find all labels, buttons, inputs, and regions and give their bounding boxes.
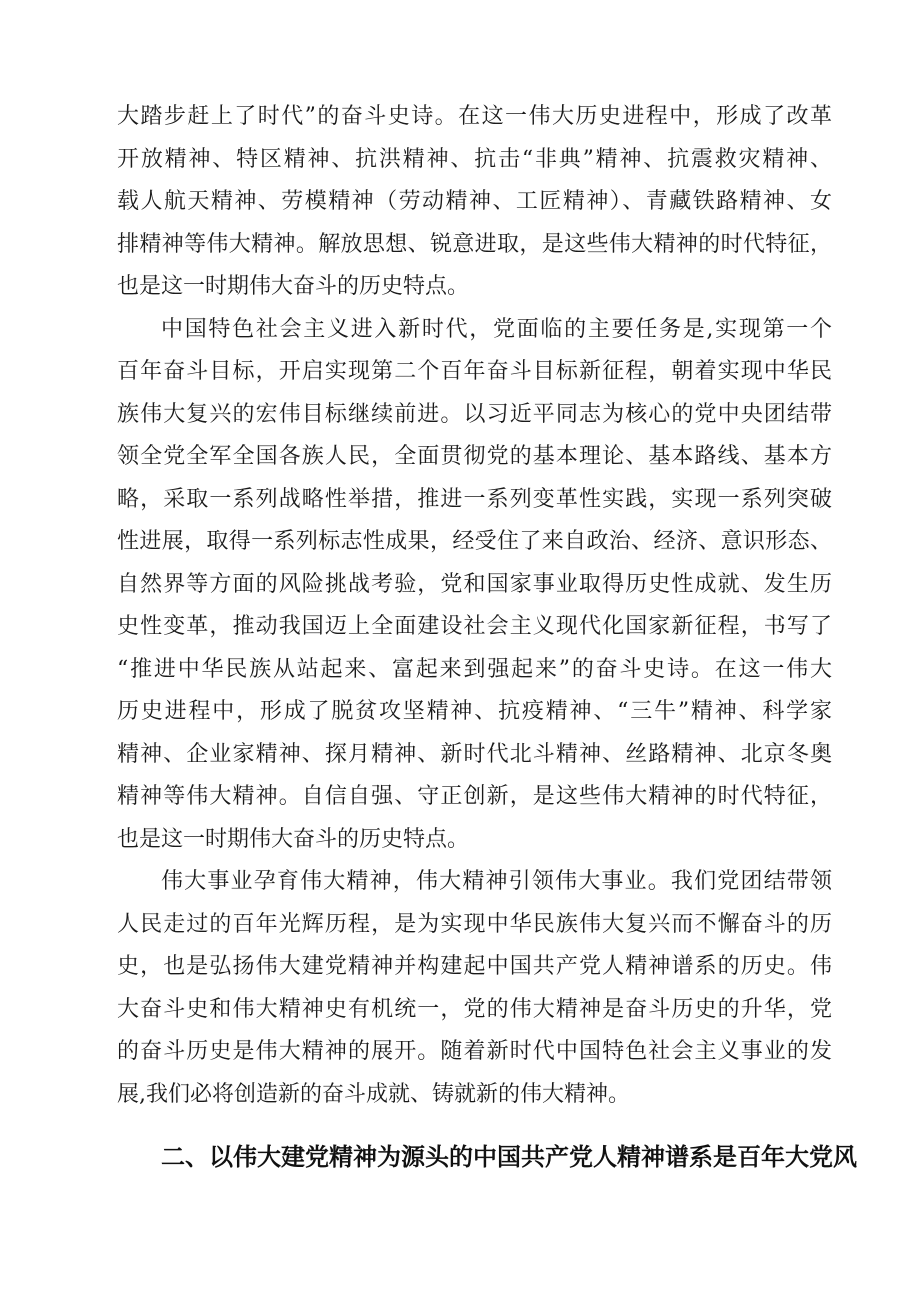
text-line: 略，采取一系列战略性举措，推进一系列变革性实践，实现一系列突破 [117,486,832,512]
text-line: 历史进程中，形成了脱贫攻坚精神、抗疫精神、“三牛”精神、科学家 [117,699,832,724]
text-line: 伟大事业孕育伟大精神，伟大精神引领伟大事业。我们党团结带领 [161,869,832,894]
text-line: 精神、企业家精神、探月精神、新时代北斗精神、丝路精神、北京冬奥 [117,741,832,767]
text-line: 中国特色社会主义进入新时代，党面临的主要任务是,实现第一个 [161,316,832,342]
text-line: “推进中华民族从站起来、富起来到强起来”的奋斗史诗。在这一伟大 [117,656,832,682]
text-line: 自然界等方面的风险挑战考验，党和国家事业取得历史性成就、发生历 [117,571,832,597]
paragraph-2 [117,309,832,862]
section-heading: 二、以伟大建党精神为源头的中国共产党人精神谱系是百年大党风 [161,1143,857,1171]
text-line: 人民走过的百年光辉历程，是为实现中华民族伟大复兴而不懈奋斗的历 [117,911,832,937]
text-line: 也是这一时期伟大奋斗的历史特点。 [117,826,470,852]
text-line: 的奋斗历史是伟大精神的展开。随着新时代中国特色社会主义事业的发 [117,1039,832,1064]
text-line: 大奋斗史和伟大精神史有机统一，党的伟大精神是奋斗历史的升华，党 [117,996,832,1022]
text-line: 史性变革，推动我国迈上全面建设社会主义现代化国家新征程，书写了 [117,614,832,639]
text-line: 性进展，取得一系列标志性成果，经受住了来自政治、经济、意识形态、 [117,529,832,554]
text-line: 展,我们必将创造新的奋斗成就、铸就新的伟大精神。 [117,1081,630,1107]
text-line: 也是这一时期伟大奋斗的历史特点。 [117,274,470,299]
text-line: 载人航天精神、劳模精神（劳动精神、工匠精神）、青藏铁路精神、女 [117,189,832,214]
text-line: 史，也是弘扬伟大建党精神并构建起中国共产党人精神谱系的历史。伟 [117,954,832,979]
text-line: 精神等伟大精神。自信自强、守正创新，是这些伟大精神的时代特征， [117,784,832,809]
paragraph-3 [117,861,832,1116]
paragraph-1 [117,96,832,309]
text-line: 排精神等伟大精神。解放思想、锐意进取，是这些伟大精神的时代特征， [117,231,832,257]
document-body [117,96,832,1116]
text-line: 领全党全军全国各族人民，全面贯彻党的基本理论、基本路线、基本方 [117,444,832,469]
text-line: 百年奋斗目标，开启实现第二个百年奋斗目标新征程，朝着实现中华民 [117,359,832,384]
text-line: 族伟大复兴的宏伟目标继续前进。以习近平同志为核心的党中央团结带 [117,401,832,427]
text-line: 开放精神、特区精神、抗洪精神、抗击“非典”精神、抗震救灾精神、 [117,146,832,172]
text-line: 大踏步赶上了时代”的奋斗史诗。在这一伟大历史进程中，形成了改革 [117,104,832,129]
